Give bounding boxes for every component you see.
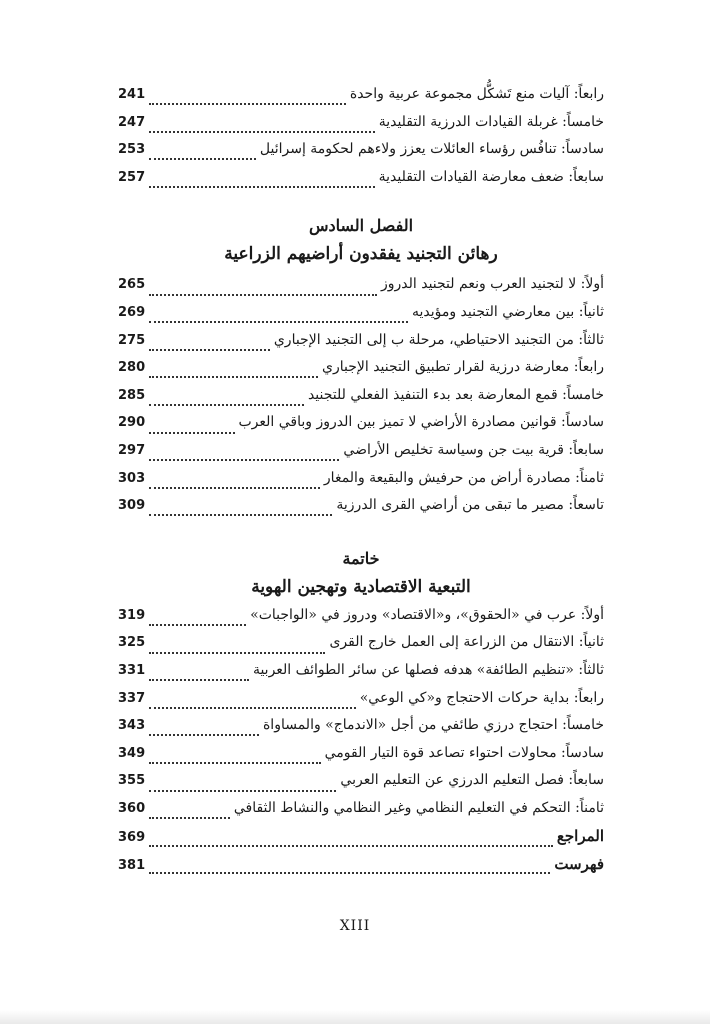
toc-row (118, 772, 604, 800)
dot-leader (149, 293, 377, 296)
toc-page-number: 343 (118, 718, 146, 734)
dot-leader (149, 403, 304, 406)
dot-leader (149, 375, 318, 378)
dot-leader (149, 816, 230, 819)
toc-page-number: 337 (118, 690, 146, 706)
toc-row (118, 414, 604, 442)
toc-row (118, 607, 604, 635)
toc-entry-title: ثانياً: بين معارضي التجنيد ومؤيديه (411, 303, 604, 320)
dot-leader (149, 348, 270, 351)
toc-row (118, 169, 604, 197)
dot-leader (149, 486, 320, 489)
toc-page-number: 303 (118, 470, 146, 486)
dot-leader (149, 789, 336, 792)
toc-page-number: 247 (118, 114, 146, 130)
toc-entry-title: تاسعاً: مصير ما تبقى من أراضي القرى الدرزية (336, 497, 604, 514)
toc-entry-title: أولاً: عرب في «الحقوق»، و«الاقتصاد» ودروز في «الواجبات» (250, 606, 604, 623)
toc-page-number: 325 (118, 635, 146, 651)
dot-leader (149, 871, 550, 874)
dot-leader (149, 431, 234, 434)
toc-row (118, 387, 604, 415)
toc-entry-title: رابعاً: معارضة درزية لقرار تطبيق التجنيد الإجباري (322, 359, 604, 376)
toc-entry-title: فهرست (554, 855, 604, 874)
chapter-label: الفصل السادس (308, 216, 414, 236)
toc-page-number: 360 (118, 800, 146, 816)
toc-row (118, 662, 604, 690)
toc-page-number: 275 (118, 332, 146, 348)
toc-entry-title: سابعاً: ضعف معارضة القيادات التقليدية (378, 168, 604, 185)
dot-leader (149, 761, 320, 764)
toc-entry-title: خامساً: غربلة القيادات الدرزية التقليدية (378, 113, 604, 130)
toc-row (118, 745, 604, 773)
toc-entry-title: رابعاً: بداية حركات الاحتجاج و«كي الوعي» (359, 689, 604, 706)
dot-leader (149, 102, 346, 105)
toc-row (118, 497, 604, 525)
toc-page-number: 253 (118, 142, 146, 158)
dot-leader (149, 733, 259, 736)
toc-entry-title: سابعاً: فصل التعليم الدرزي عن التعليم العربي (340, 772, 604, 789)
dot-leader (149, 678, 249, 681)
toc-entry-title: المراجع (556, 827, 604, 846)
toc-page-number: 297 (118, 442, 146, 458)
toc-page-number: 331 (118, 662, 146, 678)
toc-page-number: 241 (118, 87, 146, 102)
toc-row-index (118, 855, 604, 883)
toc-row (118, 86, 604, 114)
toc-entry-title: سادساً: محاولات احتواء تصاعد قوة التيار القومي (324, 744, 604, 761)
toc-page-number: 355 (118, 773, 146, 789)
toc-row (118, 332, 604, 360)
toc-entry-title: خامساً: احتجاج درزي طائفي من أجل «الاندماج» والمساواة (262, 717, 604, 734)
toc-row (118, 634, 604, 662)
conclusion-title: التبعية الاقتصادية وتهجين الهوية (251, 576, 471, 597)
toc-entry-title: سادساً: تنافُس رؤساء العائلات يعزز ولاءهم لحكومة إسرائيل (259, 141, 604, 158)
toc-page-number: 280 (118, 360, 146, 376)
toc-row (118, 114, 604, 142)
dot-leader (149, 185, 375, 188)
toc-page-number: 290 (118, 415, 146, 431)
dot-leader (149, 513, 332, 516)
toc-row (118, 800, 604, 828)
toc-page-number: 269 (118, 304, 146, 320)
toc-entry-title: رابعاً: آليات منع تَشكُّل مجموعة عربية واحدة (349, 86, 604, 102)
toc-page-number: 381 (118, 858, 146, 874)
dot-leader (149, 651, 325, 654)
toc-row-references (118, 827, 604, 855)
toc-entry-title: سابعاً: قرية بيت جن وسياسة تخليص الأراضي (343, 441, 604, 458)
toc-page-number: 369 (118, 830, 146, 846)
toc-entry-title: خامساً: قمع المعارضة بعد بدء التنفيذ الفعلي للتجنيد (307, 386, 604, 403)
toc-row (118, 141, 604, 169)
toc-page-number: 319 (118, 607, 146, 623)
page-bottom-edge (0, 1010, 710, 1024)
toc-row (118, 470, 604, 498)
toc-row (118, 690, 604, 718)
toc-entry-title: ثانياً: الانتقال من الزراعة إلى العمل خارج القرى (329, 634, 604, 651)
toc-row (118, 359, 604, 387)
toc-row (118, 304, 604, 332)
toc-entry-title: ثالثاً: من التجنيد الاحتياطي، مرحلة ب إلى التجنيد الإجباري (273, 331, 604, 348)
dot-leader (149, 320, 408, 323)
toc-entry-title: أولاً: لا لتجنيد العرب ونعم لتجنيد الدروز (380, 276, 604, 293)
dot-leader (149, 130, 375, 133)
toc-entry-title: ثامناً: مصادرة أراض من حرفيش والبقيعة والمغار (323, 469, 604, 486)
dot-leader (149, 458, 339, 461)
toc-page-number: 265 (118, 277, 146, 293)
toc-entry-title: ثامناً: التحكم في التعليم النظامي وغير النظامي والنشاط الثقافي (233, 799, 604, 816)
toc-entry-title: سادساً: قوانين مصادرة الأراضي لا تميز بين الدروز وباقي العرب (238, 414, 604, 431)
toc-row (118, 442, 604, 470)
dot-leader (149, 706, 356, 709)
toc-page-number: 349 (118, 745, 146, 761)
dot-leader (149, 157, 256, 160)
toc-page-number: 285 (118, 387, 146, 403)
toc-row (118, 276, 604, 304)
dot-leader (149, 844, 553, 847)
chapter-title: رهائن التجنيد يفقدون أراضيهم الزراعية (224, 244, 498, 265)
toc-row (118, 717, 604, 745)
toc-page-number: 309 (118, 498, 146, 514)
conclusion-label: خاتمة (342, 548, 380, 568)
dot-leader (149, 623, 246, 626)
toc-page-number: 257 (118, 169, 146, 185)
page-folio: XIII (339, 918, 371, 934)
table-of-contents (118, 86, 604, 883)
toc-entry-title: ثالثاً: «تنظيم الطائفة» هدفه فصلها عن سائر الطوائف العربية (252, 661, 604, 678)
